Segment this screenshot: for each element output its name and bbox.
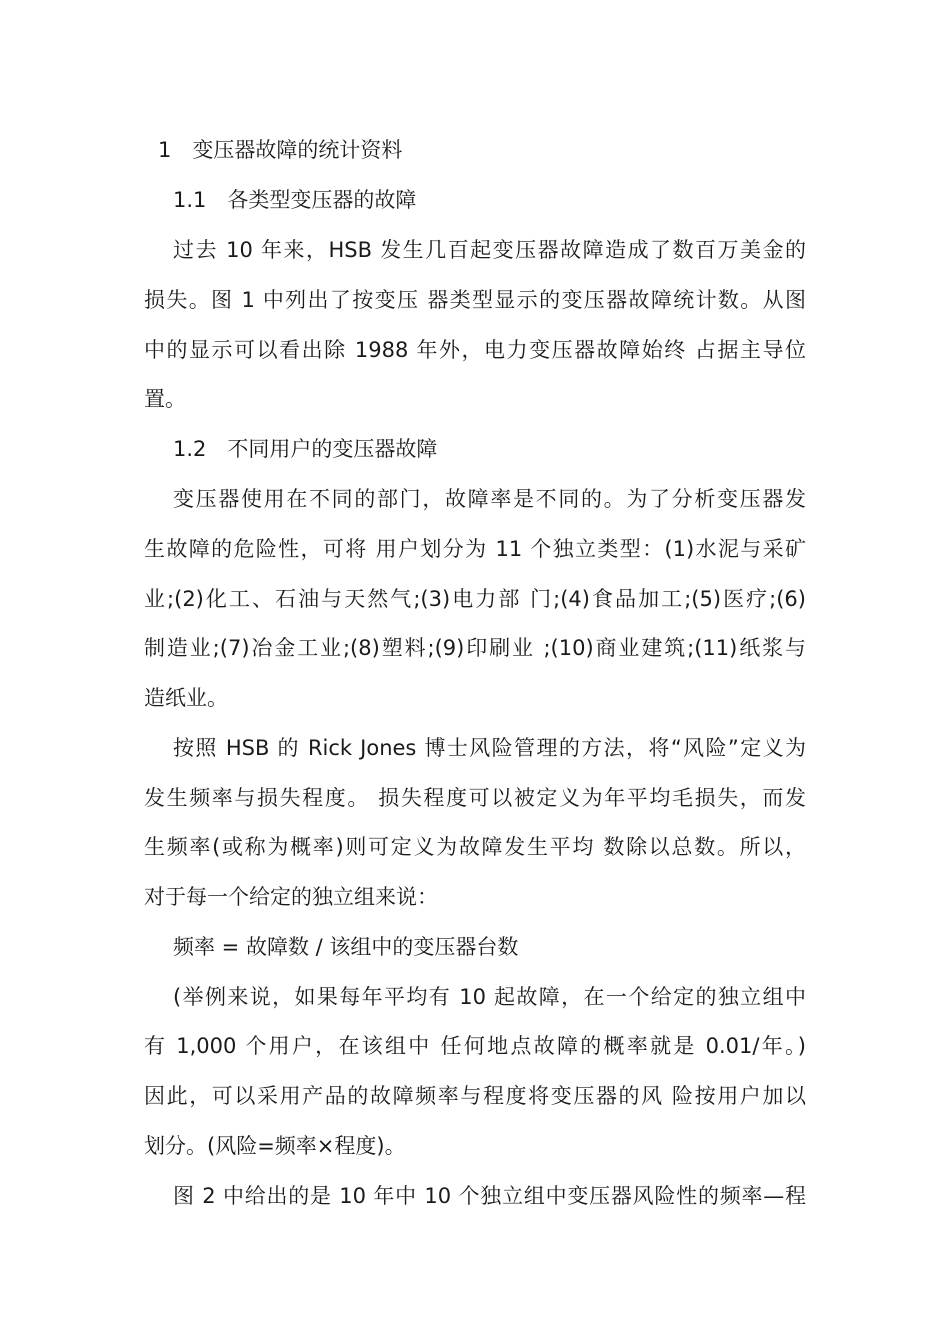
- section-1-2-heading: 1.2 不同用户的变压器故障: [173, 437, 438, 461]
- paragraph-line: 置。: [144, 387, 186, 411]
- paragraph-line: 有 1,000 个用户，在该组中 任何地点故障的概率就是 0.01/年。): [144, 1034, 806, 1058]
- paragraph-line: 生故障的危险性，可将 用户划分为 11 个独立类型：(1)水泥与采矿: [144, 537, 806, 561]
- paragraph-line: 过去 10 年来，HSB 发生几百起变压器故障造成了数百万美金的: [173, 238, 806, 262]
- frequency-formula: 频率 = 故障数 / 该组中的变压器台数: [173, 935, 519, 959]
- paragraph-line: (举例来说，如果每年平均有 10 起故障，在一个给定的独立组中: [173, 985, 806, 1009]
- paragraph-line: 造纸业。: [144, 686, 228, 710]
- paragraph-line: 损失。图 1 中列出了按变压 器类型显示的变压器故障统计数。从图: [144, 288, 806, 312]
- paragraph-line: 按照 HSB 的 Rick Jones 博士风险管理的方法，将“风险”定义为: [173, 736, 806, 760]
- paragraph-line: 对于每一个给定的独立组来说：: [144, 885, 438, 909]
- paragraph-line: 生频率(或称为概率)则可定义为故障发生平均 数除以总数。所以，: [144, 835, 806, 859]
- paragraph-line: 中的显示可以看出除 1988 年外，电力变压器故障始终 占据主导位: [144, 338, 806, 362]
- paragraph-line: 变压器使用在不同的部门，故障率是不同的。为了分析变压器发: [173, 487, 806, 511]
- paragraph-line: 图 2 中给出的是 10 年中 10 个独立组中变压器风险性的频率—程: [173, 1184, 806, 1208]
- paragraph-line: 业;(2)化工、石油与天然气;(3)电力部 门;(4)食品加工;(5)医疗;(6): [144, 587, 806, 611]
- paragraph-line: 发生频率与损失程度。 损失程度可以被定义为年平均毛损失，而发: [144, 786, 806, 810]
- section-1-1-heading: 1.1 各类型变压器的故障: [173, 188, 417, 212]
- section-1-heading: 1 变压器故障的统计资料: [158, 138, 403, 162]
- paragraph-line: 制造业;(7)冶金工业;(8)塑料;(9)印刷业 ;(10)商业建筑;(11)纸浆与: [144, 636, 806, 660]
- paragraph-line: 因此，可以采用产品的故障频率与程度将变压器的风 险按用户加以: [144, 1084, 806, 1108]
- paragraph-line: 划分。(风险=频率×程度)。: [144, 1134, 406, 1158]
